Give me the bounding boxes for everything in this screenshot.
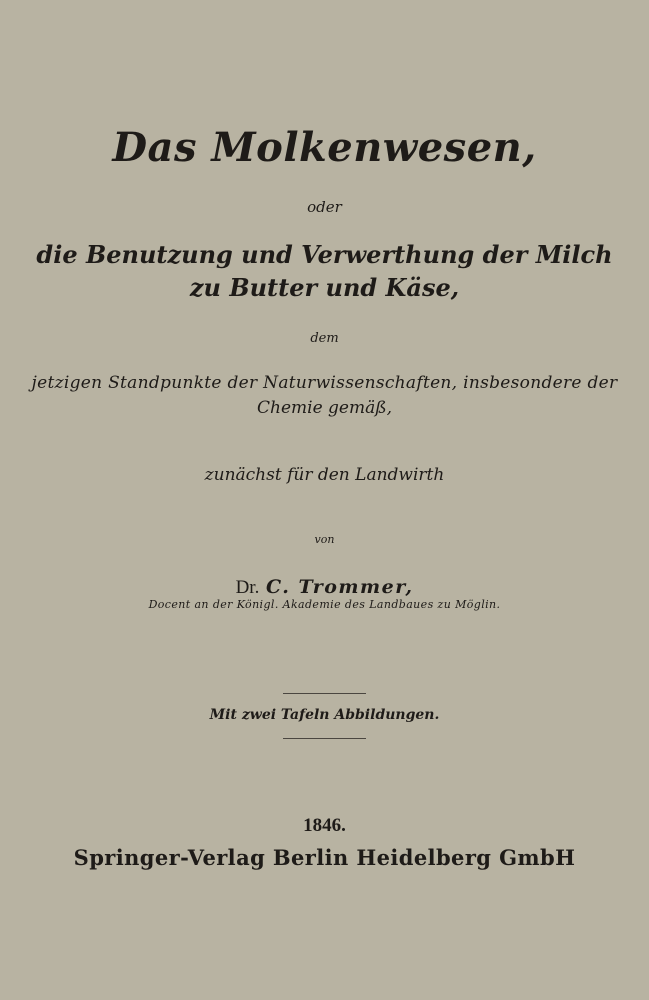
connector-dem: dem bbox=[310, 331, 339, 346]
subtitle-line-1: die Benutzung und Verwerthung der Milch bbox=[36, 240, 613, 269]
publisher-name: Springer-Verlag Berlin Heidelberg GmbH bbox=[73, 845, 576, 870]
connector-von: von bbox=[314, 533, 335, 546]
author-line bbox=[0, 576, 649, 599]
author-affiliation: Docent an der Königl. Akademie des Landbaues zu Möglin. bbox=[148, 598, 501, 611]
divider-top bbox=[283, 693, 366, 694]
publication-year: 1846. bbox=[303, 815, 346, 836]
plates-note: Mit zwei Tafeln Abbildungen. bbox=[209, 707, 440, 723]
subtitle-line-2: zu Butter und Käse, bbox=[189, 273, 460, 302]
connector-oder: oder bbox=[307, 198, 342, 216]
context-line-1: jetzigen Standpunkte der Naturwissenschaften, insbesondere der bbox=[31, 373, 618, 393]
audience-line: zunächst für den Landwirth bbox=[204, 465, 445, 485]
author-name: C. Trommer, bbox=[265, 576, 414, 598]
divider-bottom bbox=[283, 738, 366, 739]
book-title: Das Molkenwesen, bbox=[112, 124, 537, 171]
author-prefix: Dr. bbox=[235, 577, 260, 598]
context-line-2: Chemie gemäß, bbox=[257, 398, 392, 418]
